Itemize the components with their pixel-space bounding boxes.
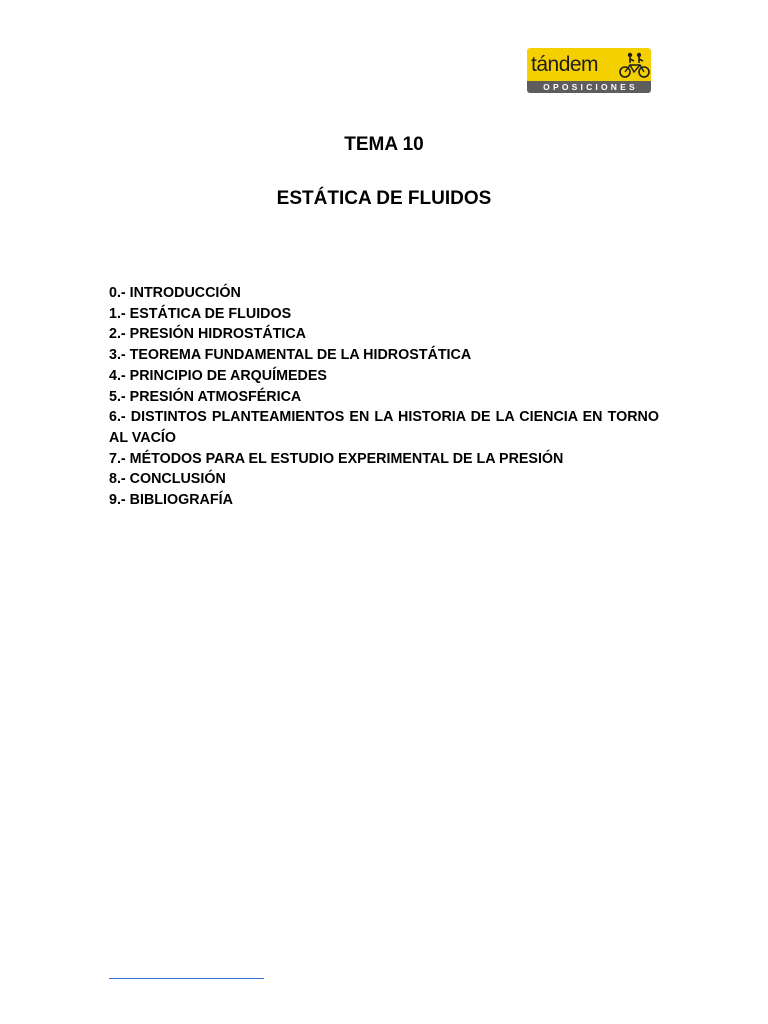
toc-item: 2.- PRESIÓN HIDROSTÁTICA bbox=[109, 326, 306, 343]
toc-item: 4.- PRINCIPIO DE ARQUÍMEDES bbox=[109, 367, 327, 384]
logo-wordmark: tándem bbox=[531, 53, 599, 76]
page-subtitle: ESTÁTICA DE FLUIDOS bbox=[276, 188, 492, 209]
logo-subtitle: OPOSICIONES bbox=[543, 82, 638, 92]
toc-item: 1.- ESTÁTICA DE FLUIDOS bbox=[109, 305, 292, 322]
logo-gray-band bbox=[527, 81, 651, 93]
footnote-separator bbox=[109, 978, 264, 979]
toc-item: 7.- MÉTODOS PARA EL ESTUDIO EXPERIMENTAL DE LA PRESIÓN bbox=[109, 450, 564, 467]
toc-item: 0.- INTRODUCCIÓN bbox=[109, 285, 241, 301]
toc-item: 5.- PRESIÓN ATMOSFÉRICA bbox=[109, 388, 302, 405]
toc-item: 6.- DISTINTOS PLANTEAMIENTOS EN LA HISTORIA DE LA CIENCIA EN TORNO AL VACÍO bbox=[109, 409, 659, 446]
toc-item: 9.- BIBLIOGRAFÍA bbox=[109, 492, 233, 509]
logo-yellow-panel bbox=[527, 48, 651, 81]
page-title: TEMA 10 bbox=[344, 134, 424, 155]
table-of-contents bbox=[109, 283, 659, 511]
tandem-logo bbox=[527, 48, 651, 93]
toc-item: 3.- TEOREMA FUNDAMENTAL DE LA HIDROSTÁTICA bbox=[109, 347, 472, 364]
toc-item: 8.- CONCLUSIÓN bbox=[109, 471, 226, 488]
tandem-bicycle-icon bbox=[618, 51, 650, 79]
